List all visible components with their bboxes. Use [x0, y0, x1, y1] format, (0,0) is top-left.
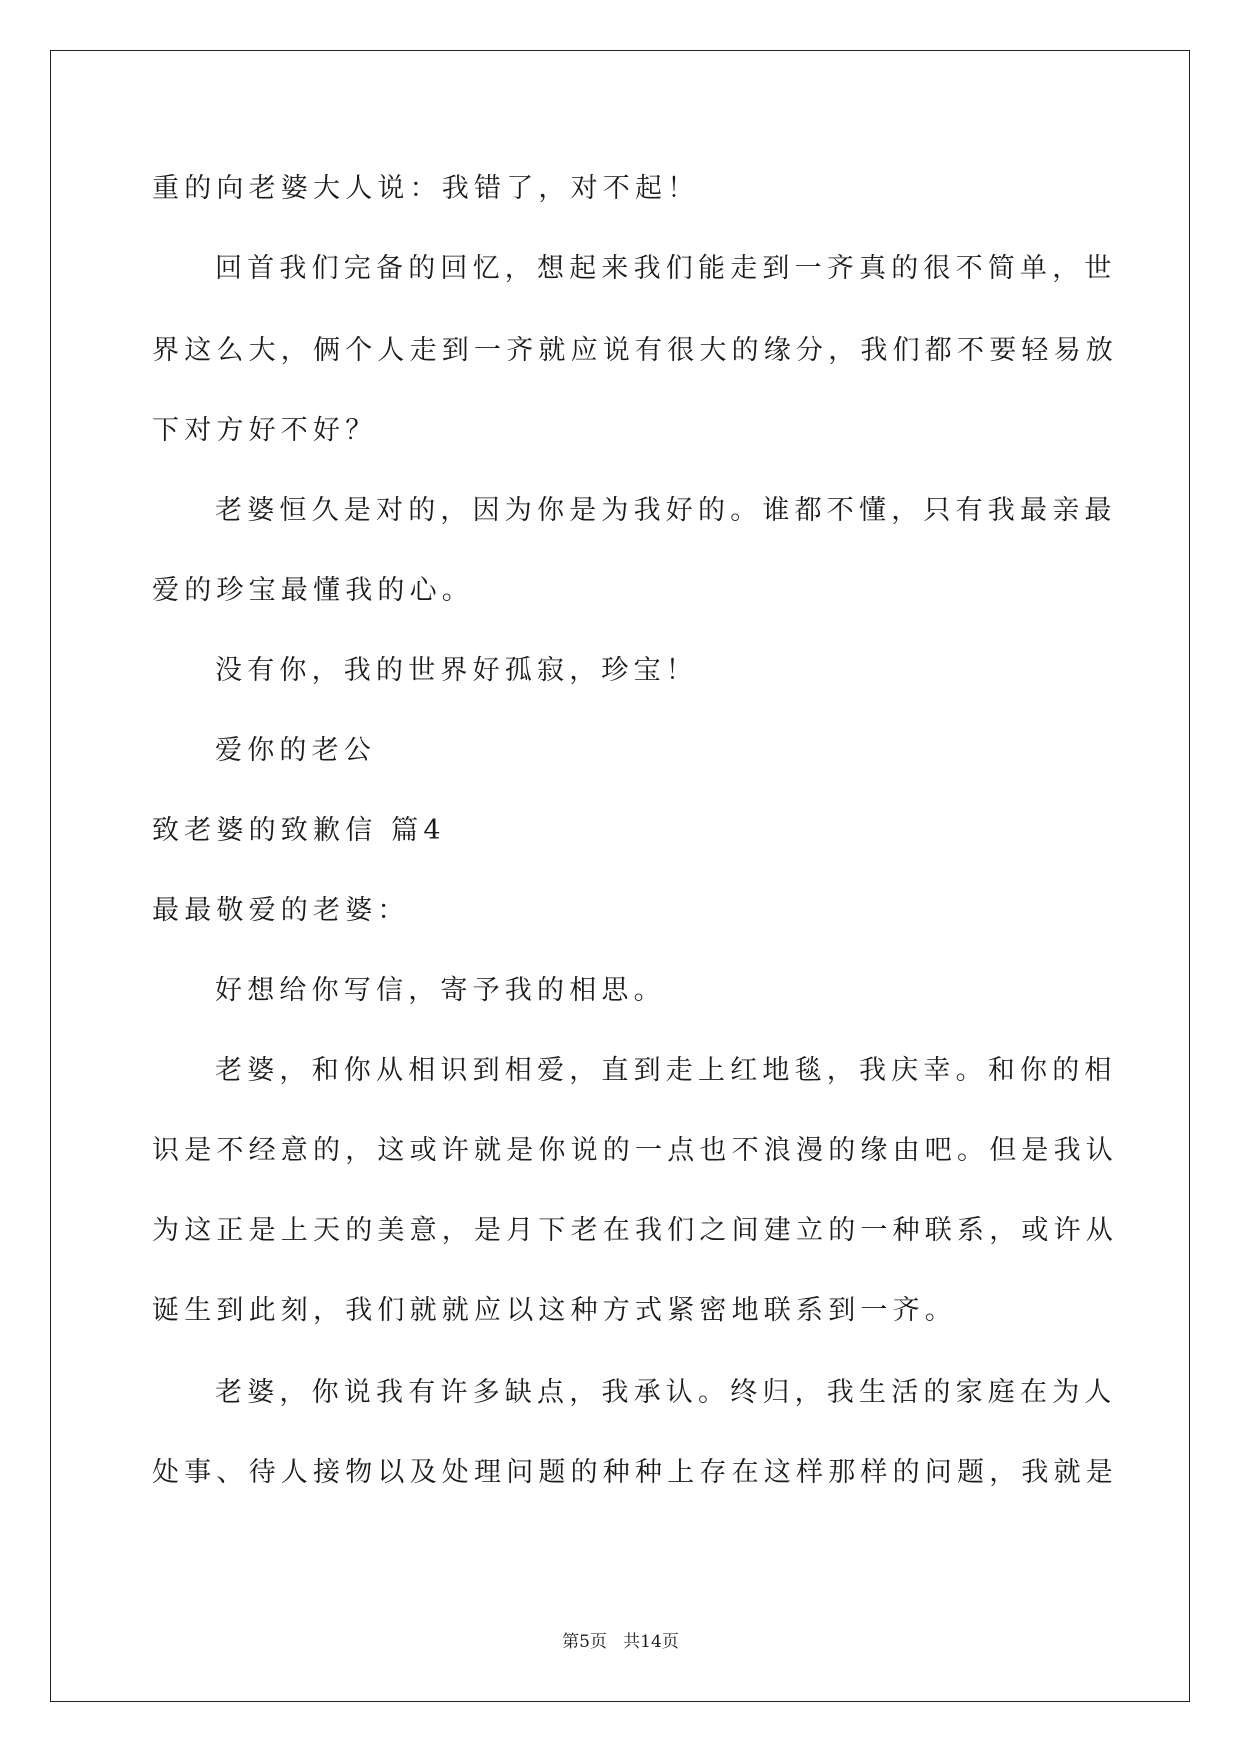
page-number-footer: 第5页 共14页 — [562, 1632, 679, 1652]
paragraph-first-line: 回首我们完备的回忆，想起来我们能走到一齐真的很不简单，世 — [215, 253, 1117, 284]
text-line: 识是不经意的，这或许就是你说的一点也不浪漫的缘由吧。但是我认 — [152, 1135, 1118, 1166]
paragraph-first-line: 老婆，你说我有许多缺点，我承认。终归，我生活的家庭在为人 — [215, 1377, 1117, 1408]
text-line: 为这正是上天的美意，是月下老在我们之间建立的一种联系，或许从 — [152, 1215, 1118, 1246]
paragraph-first-line: 老婆，和你从相识到相爱，直到走上红地毯，我庆幸。和你的相 — [215, 1055, 1117, 1086]
text-line: 诞生到此刻，我们就就应以这种方式紧密地联系到一齐。 — [152, 1295, 957, 1326]
paragraph-first-line: 好想给你写信，寄予我的相思。 — [215, 975, 666, 1006]
text-line: 爱的珍宝最懂我的心。 — [152, 575, 474, 606]
text-line: 重的向老婆大人说：我错了，对不起！ — [152, 173, 700, 204]
text-line: 界这么大，俩个人走到一齐就应说有很大的缘分，我们都不要轻易放 — [152, 335, 1118, 366]
paragraph-first-line: 没有你，我的世界好孤寂，珍宝！ — [215, 655, 698, 686]
section-heading: 致老婆的致歉信 篇4 — [152, 815, 446, 846]
salutation: 最最敬爱的老婆： — [152, 895, 410, 926]
paragraph-first-line: 老婆恒久是对的，因为你是为我好的。谁都不懂，只有我最亲最 — [215, 495, 1117, 526]
text-line: 处事、待人接物以及处理问题的种种上存在这样那样的问题，我就是 — [152, 1457, 1118, 1488]
signature-line: 爱你的老公 — [215, 735, 376, 766]
text-line: 下对方好不好？ — [152, 415, 378, 446]
